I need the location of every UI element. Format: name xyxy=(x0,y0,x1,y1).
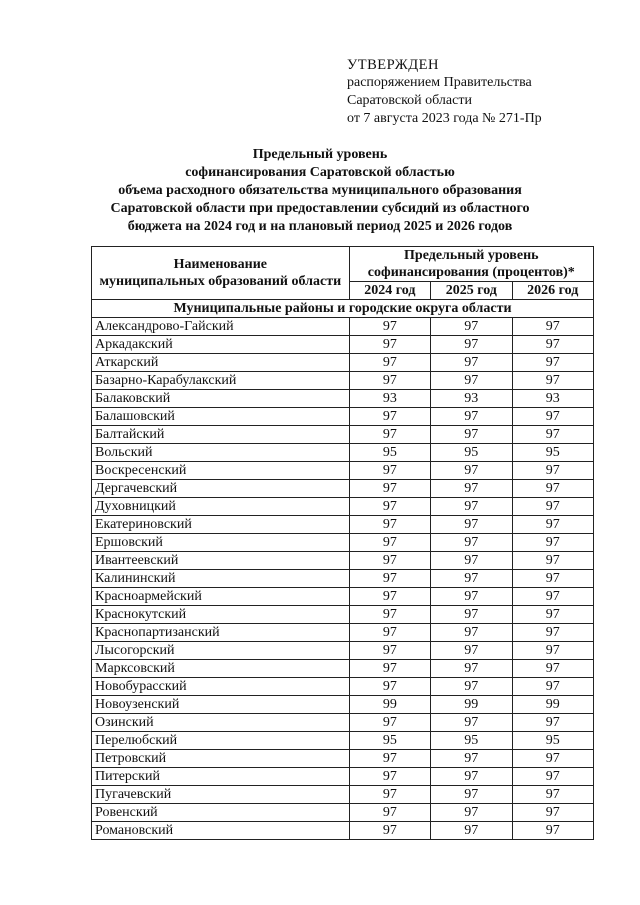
document-title xyxy=(88,146,552,236)
header-name-column xyxy=(92,247,350,300)
value-2024: 97 xyxy=(349,570,430,588)
value-2024: 97 xyxy=(349,660,430,678)
value-2024: 97 xyxy=(349,372,430,390)
approval-title: УТВЕРЖДЕН xyxy=(347,57,439,73)
municipality-name: Базарно-Карабулакский xyxy=(92,372,350,390)
value-2024: 97 xyxy=(349,354,430,372)
value-2025: 97 xyxy=(431,660,512,678)
value-2025: 97 xyxy=(431,318,512,336)
value-2026: 97 xyxy=(512,588,594,606)
municipality-name: Новобурасский xyxy=(92,678,350,696)
value-2026: 97 xyxy=(512,354,594,372)
municipality-name: Петровский xyxy=(92,750,350,768)
value-2024: 97 xyxy=(349,642,430,660)
value-2026: 97 xyxy=(512,660,594,678)
municipality-name: Балтайский xyxy=(92,426,350,444)
value-2024: 99 xyxy=(349,696,430,714)
value-2026: 97 xyxy=(512,462,594,480)
title-line: бюджета на 2024 год и на плановый период 2025 и 2026 годов xyxy=(127,219,513,234)
header-level-column xyxy=(349,247,593,282)
municipality-name: Питерский xyxy=(92,768,350,786)
value-2024: 97 xyxy=(349,678,430,696)
municipality-name: Озинский xyxy=(92,714,350,732)
table-row xyxy=(92,606,594,624)
value-2026: 97 xyxy=(512,624,594,642)
value-2025: 97 xyxy=(431,336,512,354)
municipality-name: Аткарский xyxy=(92,354,350,372)
title-line: объема расходного обязательства муниципального образования xyxy=(118,183,522,198)
value-2026: 97 xyxy=(512,714,594,732)
table-row xyxy=(92,786,594,804)
table-row xyxy=(92,714,594,732)
value-2024: 97 xyxy=(349,462,430,480)
value-2026: 97 xyxy=(512,408,594,426)
value-2025: 99 xyxy=(431,696,512,714)
value-2025: 97 xyxy=(431,588,512,606)
municipality-name: Дергачевский xyxy=(92,480,350,498)
municipality-name: Ершовский xyxy=(92,534,350,552)
value-2026: 93 xyxy=(512,390,594,408)
value-2026: 97 xyxy=(512,642,594,660)
value-2024: 97 xyxy=(349,552,430,570)
value-2024: 93 xyxy=(349,390,430,408)
table-row xyxy=(92,552,594,570)
table-header-row xyxy=(92,247,594,282)
municipality-name: Аркадакский xyxy=(92,336,350,354)
header-year-2026: 2026 год xyxy=(512,282,594,300)
value-2026: 97 xyxy=(512,606,594,624)
municipality-name: Перелюбский xyxy=(92,732,350,750)
table-row xyxy=(92,678,594,696)
header-name-line2: муниципальных образований области xyxy=(99,274,342,289)
title-line: Саратовской области при предоставлении субсидий из областного xyxy=(110,201,530,216)
value-2024: 97 xyxy=(349,750,430,768)
value-2024: 97 xyxy=(349,714,430,732)
value-2026: 97 xyxy=(512,498,594,516)
value-2026: 97 xyxy=(512,570,594,588)
municipality-name: Ровенский xyxy=(92,804,350,822)
header-level-line2: софинансирования (процентов)* xyxy=(367,265,575,280)
value-2024: 97 xyxy=(349,804,430,822)
value-2026: 97 xyxy=(512,534,594,552)
approval-line: распоряжением Правительства xyxy=(347,75,532,90)
municipality-name: Пугачевский xyxy=(92,786,350,804)
table-row xyxy=(92,588,594,606)
value-2026: 97 xyxy=(512,552,594,570)
table-row xyxy=(92,408,594,426)
table-row xyxy=(92,516,594,534)
value-2025: 97 xyxy=(431,462,512,480)
value-2026: 97 xyxy=(512,480,594,498)
section-row xyxy=(92,300,594,318)
section-title: Муниципальные районы и городские округа области xyxy=(92,300,594,318)
municipality-name: Калининский xyxy=(92,570,350,588)
value-2026: 97 xyxy=(512,678,594,696)
value-2026: 97 xyxy=(512,768,594,786)
value-2025: 97 xyxy=(431,498,512,516)
header-level-line1: Предельный уровень xyxy=(404,248,539,263)
table-row xyxy=(92,732,594,750)
table-row xyxy=(92,480,594,498)
value-2026: 97 xyxy=(512,372,594,390)
value-2025: 97 xyxy=(431,480,512,498)
value-2025: 95 xyxy=(431,732,512,750)
value-2024: 97 xyxy=(349,408,430,426)
municipality-name: Марксовский xyxy=(92,660,350,678)
value-2024: 95 xyxy=(349,444,430,462)
header-name-line1: Наименование xyxy=(173,257,267,272)
municipality-name: Вольский xyxy=(92,444,350,462)
value-2026: 97 xyxy=(512,804,594,822)
value-2026: 97 xyxy=(512,426,594,444)
value-2025: 97 xyxy=(431,750,512,768)
value-2024: 95 xyxy=(349,732,430,750)
municipality-name: Воскресенский xyxy=(92,462,350,480)
cofinancing-table xyxy=(91,246,594,840)
table-row xyxy=(92,444,594,462)
table-row xyxy=(92,534,594,552)
approval-stamp xyxy=(347,56,542,128)
municipality-name: Краснокутский xyxy=(92,606,350,624)
value-2026: 97 xyxy=(512,750,594,768)
value-2024: 97 xyxy=(349,588,430,606)
table-row xyxy=(92,642,594,660)
table-row xyxy=(92,390,594,408)
value-2024: 97 xyxy=(349,480,430,498)
value-2026: 99 xyxy=(512,696,594,714)
value-2025: 97 xyxy=(431,678,512,696)
value-2024: 97 xyxy=(349,822,430,840)
value-2025: 97 xyxy=(431,372,512,390)
value-2025: 97 xyxy=(431,552,512,570)
value-2024: 97 xyxy=(349,786,430,804)
municipality-name: Духовницкий xyxy=(92,498,350,516)
table-row xyxy=(92,354,594,372)
table-row xyxy=(92,696,594,714)
value-2024: 97 xyxy=(349,768,430,786)
table-row xyxy=(92,768,594,786)
value-2025: 97 xyxy=(431,534,512,552)
value-2025: 97 xyxy=(431,516,512,534)
municipality-name: Александрово-Гайский xyxy=(92,318,350,336)
table-row xyxy=(92,336,594,354)
value-2025: 97 xyxy=(431,786,512,804)
municipality-name: Красноармейский xyxy=(92,588,350,606)
value-2026: 95 xyxy=(512,444,594,462)
value-2025: 95 xyxy=(431,444,512,462)
table-row xyxy=(92,804,594,822)
value-2024: 97 xyxy=(349,318,430,336)
value-2026: 97 xyxy=(512,336,594,354)
header-year-2025: 2025 год xyxy=(431,282,512,300)
value-2025: 97 xyxy=(431,714,512,732)
value-2025: 97 xyxy=(431,408,512,426)
approval-line: Саратовской области xyxy=(347,93,472,108)
value-2026: 97 xyxy=(512,786,594,804)
value-2024: 97 xyxy=(349,498,430,516)
table-row xyxy=(92,318,594,336)
table-row xyxy=(92,570,594,588)
value-2025: 97 xyxy=(431,768,512,786)
value-2025: 97 xyxy=(431,570,512,588)
value-2026: 97 xyxy=(512,318,594,336)
table-row xyxy=(92,750,594,768)
table-row xyxy=(92,372,594,390)
value-2024: 97 xyxy=(349,624,430,642)
value-2026: 97 xyxy=(512,516,594,534)
municipality-name: Новоузенский xyxy=(92,696,350,714)
value-2025: 97 xyxy=(431,822,512,840)
municipality-name: Романовский xyxy=(92,822,350,840)
municipality-name: Балашовский xyxy=(92,408,350,426)
title-line: Предельный уровень xyxy=(252,147,388,162)
value-2025: 97 xyxy=(431,606,512,624)
value-2025: 93 xyxy=(431,390,512,408)
value-2025: 97 xyxy=(431,804,512,822)
value-2025: 97 xyxy=(431,354,512,372)
value-2026: 95 xyxy=(512,732,594,750)
title-line: софинансирования Саратовской областью xyxy=(185,165,455,180)
table-row xyxy=(92,462,594,480)
table-row xyxy=(92,624,594,642)
municipality-name: Екатериновский xyxy=(92,516,350,534)
approval-line: от 7 августа 2023 года № 271-Пр xyxy=(347,111,542,126)
municipality-name: Ивантеевский xyxy=(92,552,350,570)
value-2025: 97 xyxy=(431,642,512,660)
table-row xyxy=(92,498,594,516)
table-row xyxy=(92,660,594,678)
value-2024: 97 xyxy=(349,426,430,444)
value-2024: 97 xyxy=(349,336,430,354)
header-year-2024: 2024 год xyxy=(349,282,430,300)
municipality-name: Лысогорский xyxy=(92,642,350,660)
value-2024: 97 xyxy=(349,534,430,552)
value-2024: 97 xyxy=(349,606,430,624)
value-2026: 97 xyxy=(512,822,594,840)
value-2025: 97 xyxy=(431,426,512,444)
table-row xyxy=(92,822,594,840)
municipality-name: Краснопартизанский xyxy=(92,624,350,642)
value-2024: 97 xyxy=(349,516,430,534)
table-row xyxy=(92,426,594,444)
municipality-name: Балаковский xyxy=(92,390,350,408)
value-2025: 97 xyxy=(431,624,512,642)
